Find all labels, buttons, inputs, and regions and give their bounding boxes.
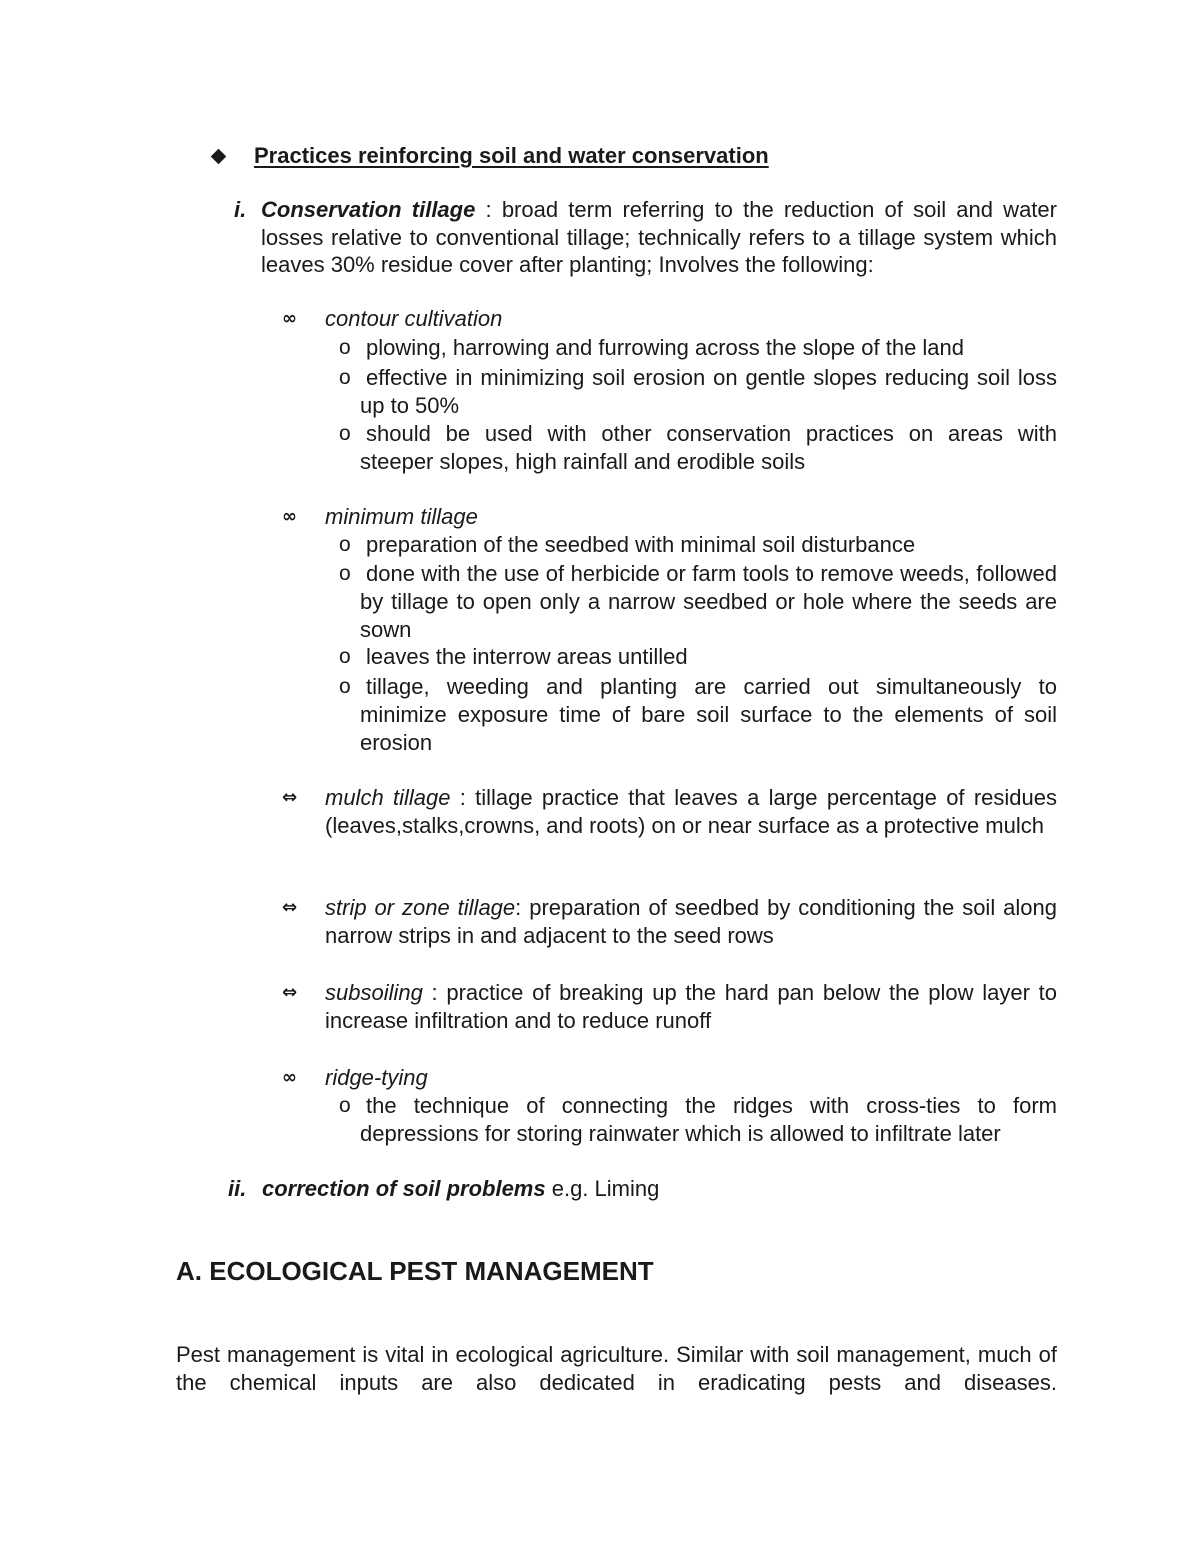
subsoiling-paragraph	[325, 979, 1057, 1034]
section-title: Practices reinforcing soil and water conservation	[254, 143, 769, 168]
strip-term: strip or zone tillage	[325, 895, 516, 920]
item-i-numeral: i.	[234, 197, 247, 222]
item-ii-term: correction of soil problems	[262, 1176, 546, 1201]
infinity-bullet-icon: ∞	[282, 1067, 297, 1088]
infinity-bullet-icon: ∞	[282, 506, 297, 527]
minimum-point-4: tillage, weeding and planting are carried out simultaneously to minimize exposure time of bare soil surface to the elements of soil erosion	[360, 674, 1057, 755]
contour-point-1: plowing, harrowing and furrowing across the slope of the land	[366, 335, 965, 360]
ridge-point-1: the technique of connecting the ridges with cross-ties to form depressions for storing rainwater which is allowed to infiltrate later	[360, 1093, 1057, 1146]
double-arrow-bullet-icon: ⇔	[282, 982, 298, 1003]
mulch-term: mulch tillage	[325, 785, 451, 810]
double-arrow-bullet-icon: ⇔	[282, 897, 298, 918]
minimum-point-2: done with the use of herbicide or farm tools to remove weeds, followed by tillage to open only a narrow seedbed or hole where the seeds are sown	[360, 561, 1057, 642]
section-heading: A. ECOLOGICAL PEST MANAGEMENT	[176, 1256, 654, 1286]
circle-bullet-icon: o	[339, 562, 351, 585]
subsoiling-text: : practice of breaking up the hard pan below the plow layer to increase infiltration and to reduce runoff	[325, 980, 1057, 1033]
subsoiling-term: subsoiling	[325, 980, 423, 1005]
item-i-paragraph	[261, 196, 1057, 279]
circle-bullet-icon: o	[339, 675, 351, 698]
minimum-title: minimum tillage	[325, 504, 478, 529]
double-arrow-bullet-icon: ⇔	[282, 787, 298, 808]
contour-point-2: effective in minimizing soil erosion on gentle slopes reducing soil loss up to 50%	[360, 365, 1057, 418]
item-ii-numeral: ii.	[228, 1176, 247, 1201]
item-ii-text: e.g. Liming	[545, 1176, 660, 1201]
strip-text: : preparation of seedbed by conditioning the soil along narrow strips in and adjacent to the seed rows	[325, 895, 1057, 948]
circle-bullet-icon: o	[339, 533, 351, 556]
minimum-point-3: leaves the interrow areas untilled	[366, 644, 688, 669]
circle-bullet-icon: o	[339, 645, 351, 668]
circle-bullet-icon: o	[339, 366, 351, 389]
circle-bullet-icon: o	[339, 336, 351, 359]
item-i-definition: : broad term referring to the reduction of soil and water losses relative to conventional tillage; technically refers to a tillage system which leaves 30% residue cover after planting; Involves the following:	[261, 197, 1057, 277]
minimum-point-1: preparation of the seedbed with minimal soil disturbance	[366, 532, 916, 557]
ridge-title: ridge-tying	[325, 1065, 428, 1090]
mulch-paragraph	[325, 784, 1057, 839]
contour-point-3: should be used with other conservation practices on areas with steeper slopes, high rainfall and erodible soils	[360, 421, 1057, 474]
item-i-term: Conservation tillage	[261, 197, 476, 222]
body-paragraph: Pest management is vital in ecological agriculture. Similar with soil management, much of the chemical inputs are also dedicated in eradicating pests and diseases.	[176, 1342, 1057, 1395]
circle-bullet-icon: o	[339, 422, 351, 445]
item-ii-line	[262, 1175, 659, 1202]
strip-paragraph	[325, 894, 1057, 949]
circle-bullet-icon: o	[339, 1094, 351, 1117]
mulch-text: : tillage practice that leaves a large percentage of residues (leaves,stalks,crowns, and roots) on or near surface as a protective mulch	[325, 785, 1057, 838]
diamond-bullet-icon	[211, 149, 227, 165]
infinity-bullet-icon: ∞	[282, 308, 297, 329]
contour-title: contour cultivation	[325, 306, 503, 331]
